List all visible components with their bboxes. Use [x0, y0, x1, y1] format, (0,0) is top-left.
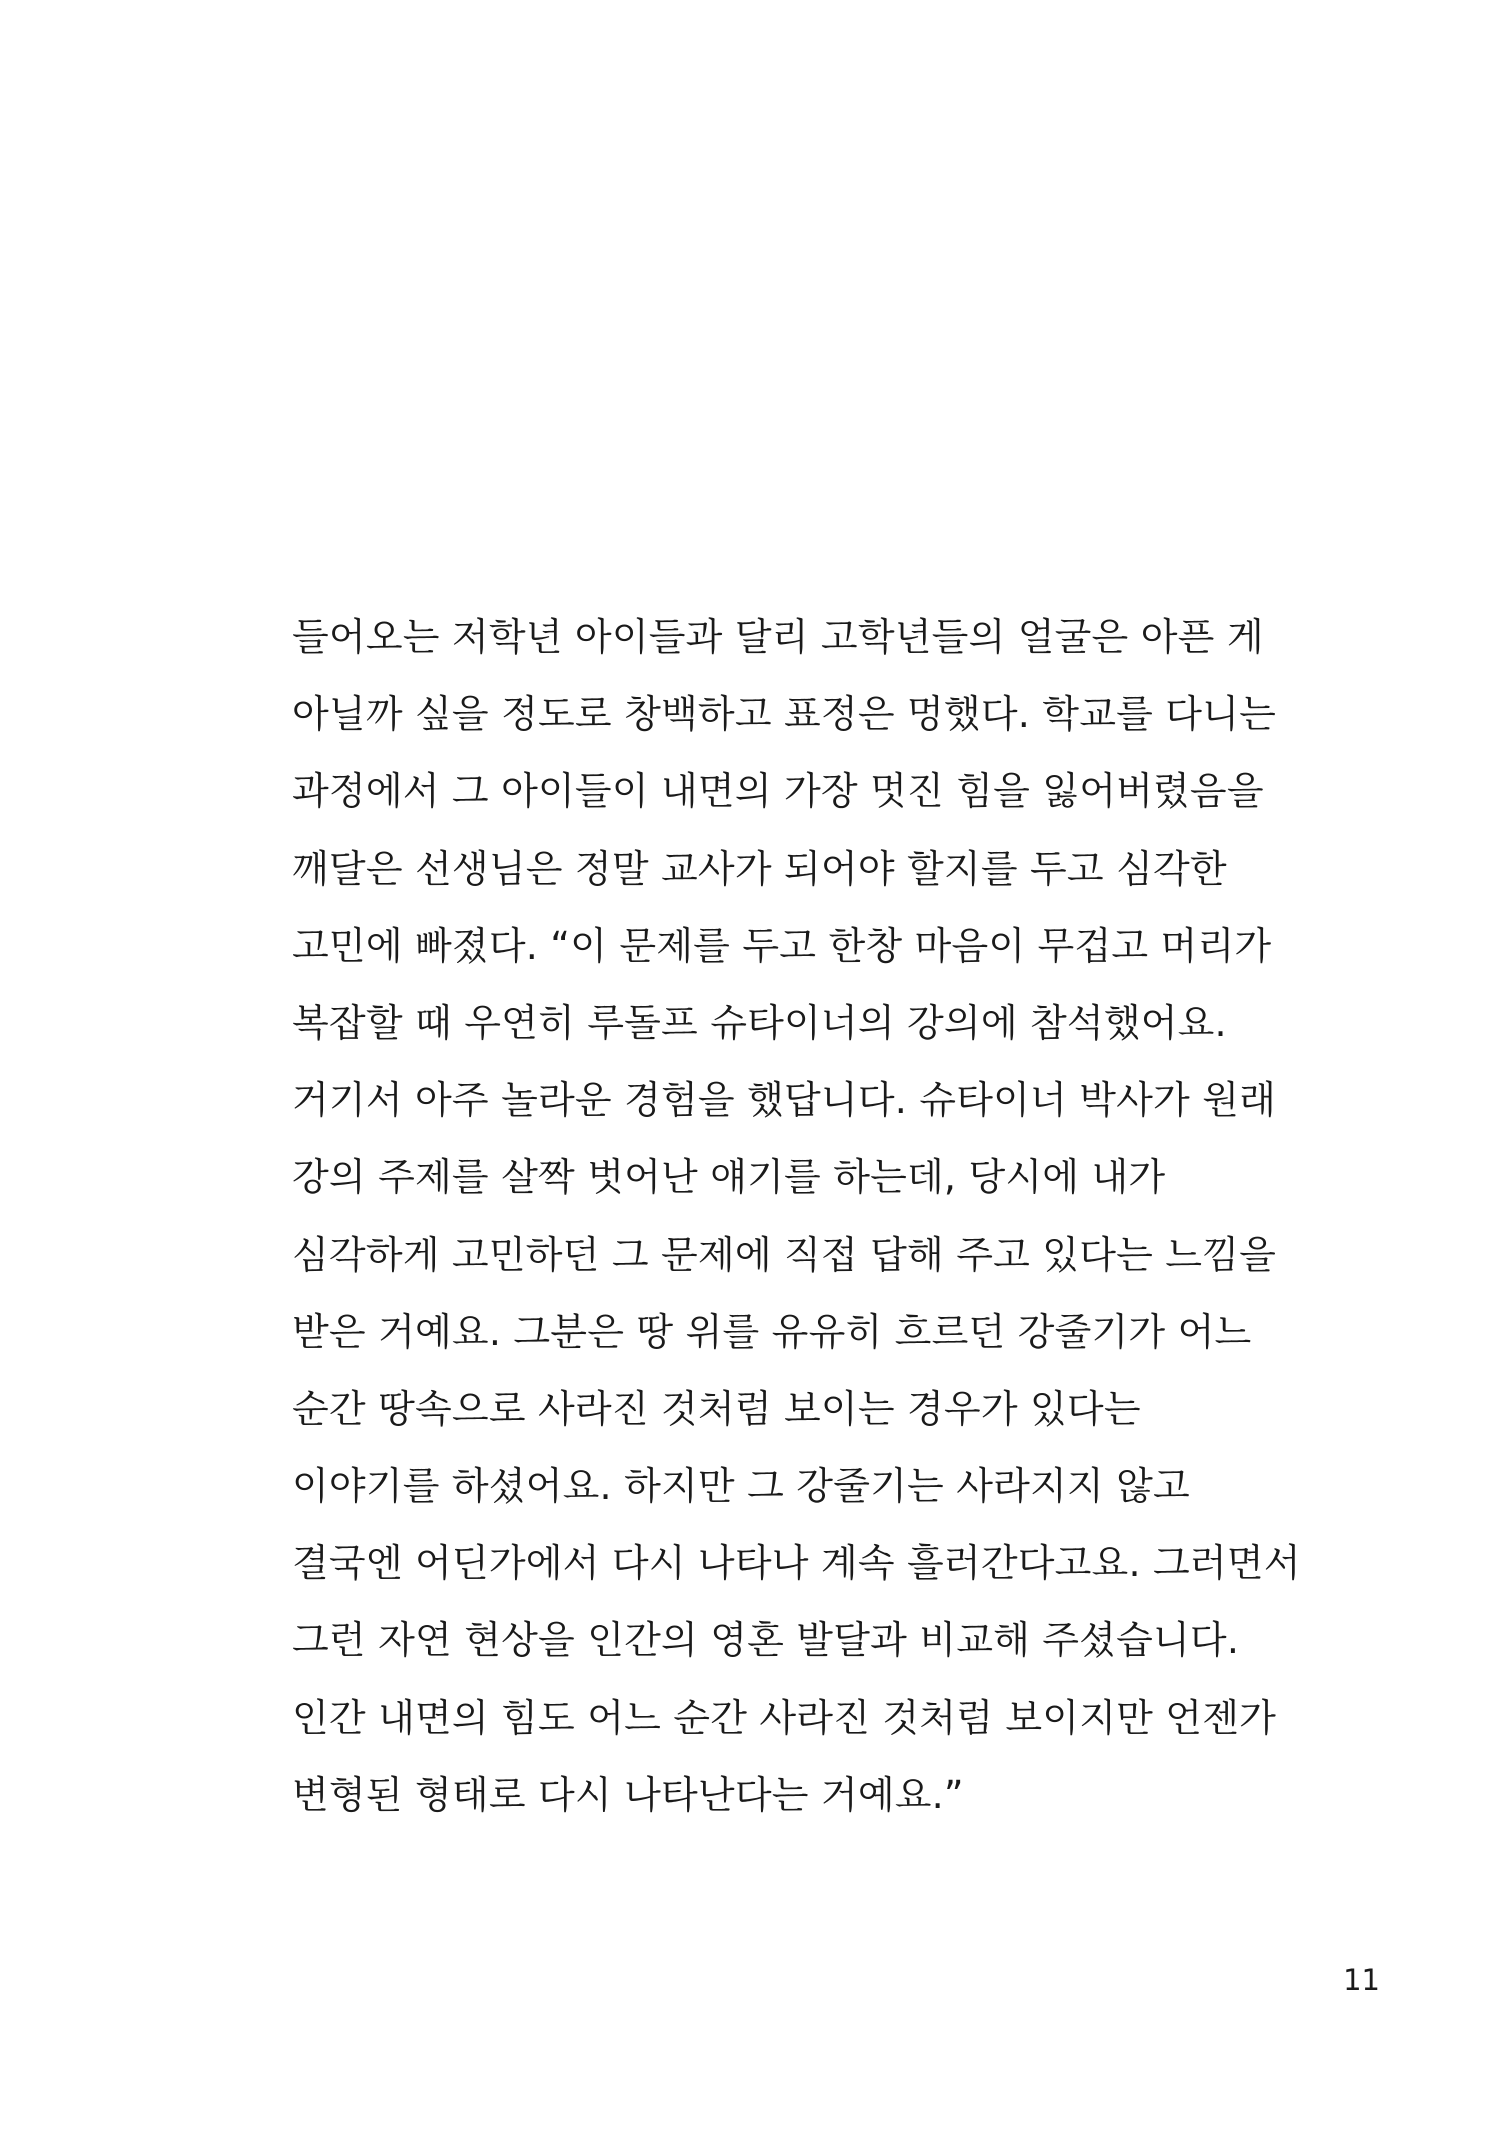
text-line: 심각하게 고민하던 그 문제에 직접 답해 주고 있다는 느낌을: [292, 1232, 1277, 1277]
text-line: 들어오는 저학년 아이들과 달리 고학년들의 얼굴은 아픈 게: [292, 615, 1264, 659]
page-number: 11: [1343, 1963, 1380, 1997]
text-line: 복잡할 때 우연히 루돌프 슈타이너의 강의에 참석했어요.: [292, 1000, 1227, 1045]
text-line: 받은 거예요. 그분은 땅 위를 유유히 흐르던 강줄기가 어느: [292, 1309, 1252, 1354]
text-line: 이야기를 하셨어요. 하지만 그 강줄기는 사라지지 않고: [292, 1464, 1190, 1509]
text-line: 그런 자연 현상을 인간의 영혼 발달과 비교해 주셨습니다.: [292, 1618, 1240, 1663]
text-line: 인간 내면의 힘도 어느 순간 사라진 것처럼 보이지만 언젠가: [292, 1695, 1277, 1740]
text-line: 거기서 아주 놀라운 경험을 했답니다. 슈타이너 박사가 원래: [292, 1078, 1277, 1123]
body-text: [292, 599, 1372, 1834]
text-line: 고민에 빠졌다. “이 문제를 두고 한창 마음이 무겁고 머리가: [292, 923, 1272, 968]
text-line: 강의 주제를 살짝 벗어난 얘기를 하는데, 당시에 내가: [292, 1155, 1166, 1200]
text-line: 깨달은 선생님은 정말 교사가 되어야 할지를 두고 심각한: [292, 846, 1227, 891]
text-line: 아닐까 싶을 정도로 창백하고 표정은 멍했다. 학교를 다니는: [292, 692, 1277, 737]
text-line: 결국엔 어딘가에서 다시 나타나 계속 흘러간다고요. 그러면서: [292, 1541, 1301, 1586]
text-line: 순간 땅속으로 사라진 것처럼 보이는 경우가 있다는: [292, 1386, 1141, 1431]
text-line: 변형된 형태로 다시 나타난다는 거예요.”: [292, 1772, 964, 1817]
text-line: 과정에서 그 아이들이 내면의 가장 멋진 힘을 잃어버렸음을: [292, 769, 1264, 814]
